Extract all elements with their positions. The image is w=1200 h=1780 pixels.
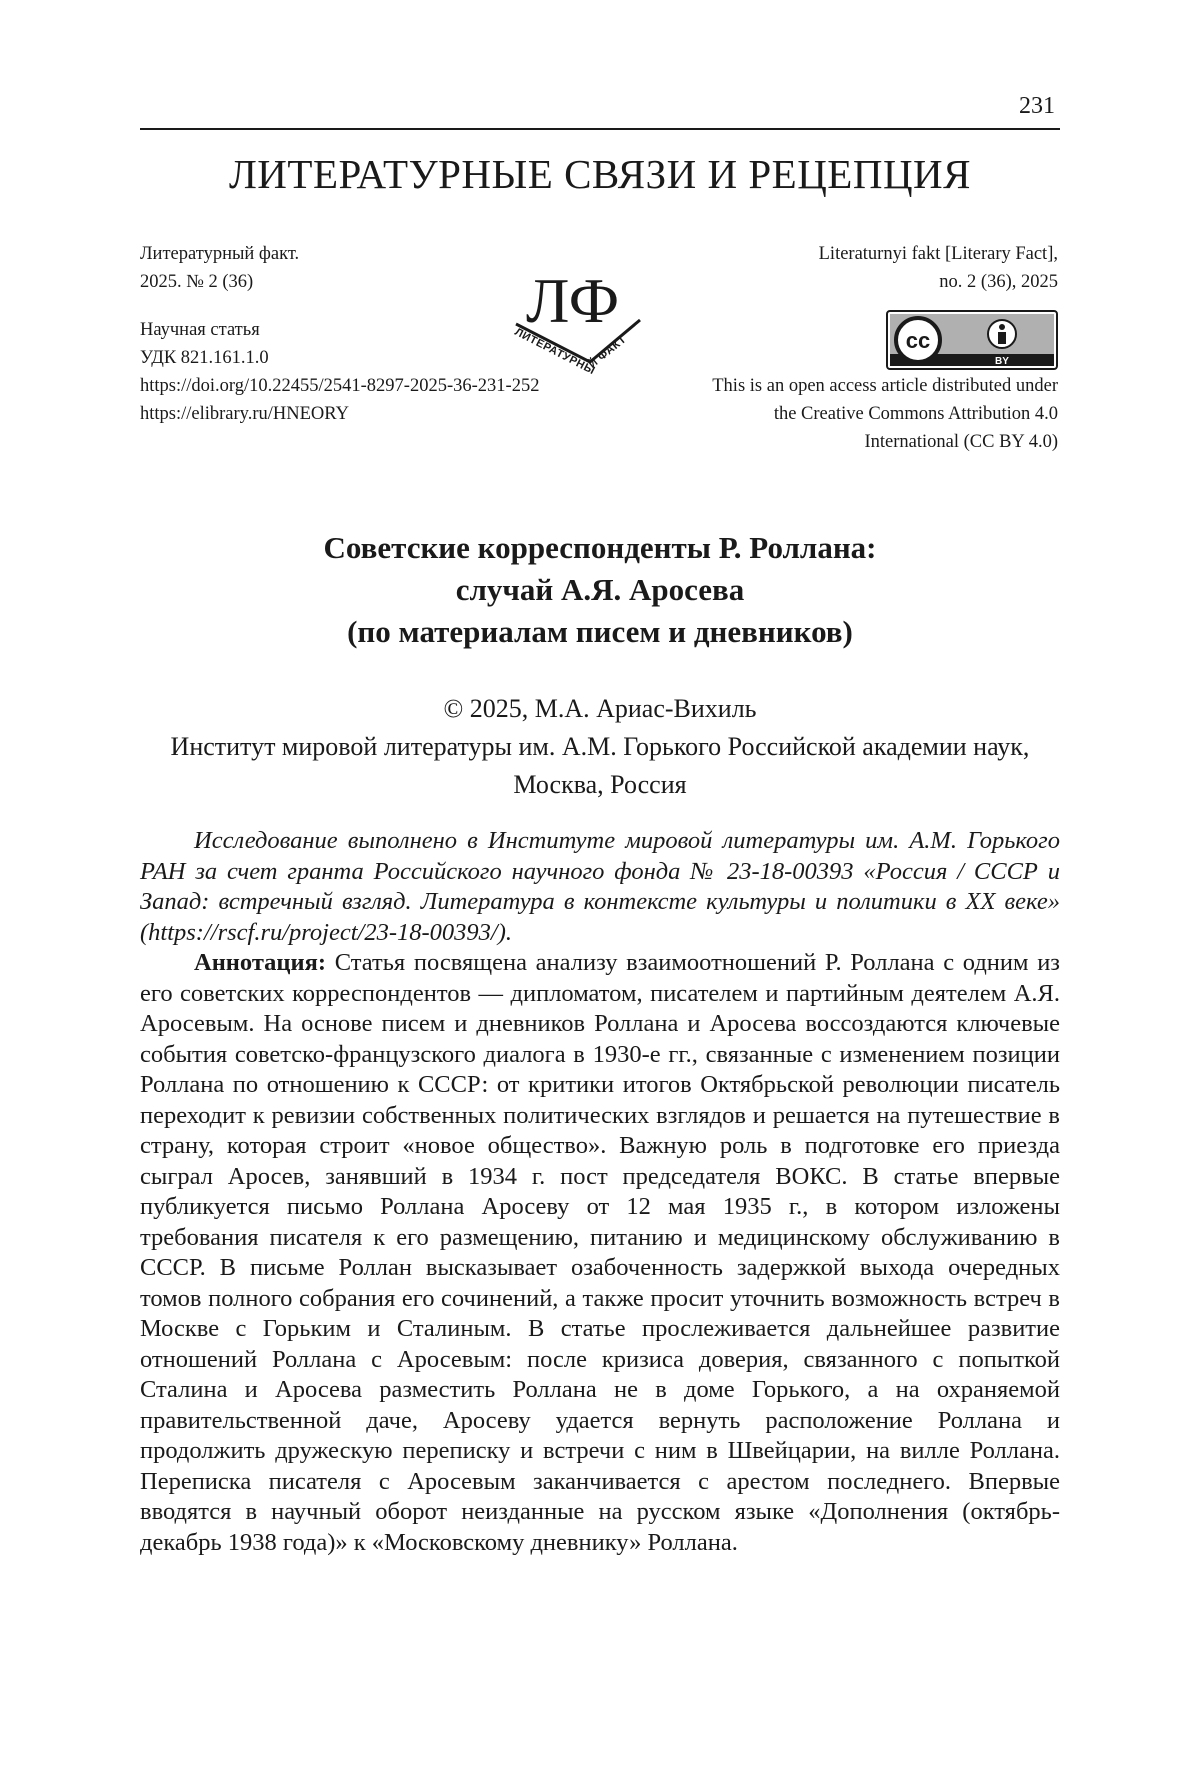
cc-label: cc: [905, 328, 931, 353]
author-block: [140, 690, 1060, 804]
affiliation-line-1: Институт мировой литературы им. А.М. Горького Российской академии наук,: [170, 732, 1030, 761]
article-title: [140, 527, 1060, 653]
abstract-text: Статья посвящена анализу взаимоотношений Р. Роллана с одним из его советских корреспондентов — дипломатом, писателем и партийным деятелем А.Я. Аросевым. На основе писем и дневников Роллана и Аросева воссоздаются ключевые события советско-французского диалога в 1930-е гг., связанные с изменением позиции Роллана по отношению к СССР: от критики итогов Октябрьской революции писатель переходит к ревизии собственных политических взглядов и решается на путешествие в страну, которая строит «новое общество». Важную роль в подготовке его приезда сыграл Аросев, занявший в 1934 г. пост председателя ВОКС. В статье впервые публикуется письмо Роллана Аросеву от 12 мая 1935 г., в котором изложены требования писателя к его размещению, питанию и медицинскому обслуживанию в СССР. В письме Роллан высказывает озабоченность задержкой выхода очередных томов полного собрания его сочинений, а также просит уточнить возможность встреч в Москве с Горьким и Сталиным. В статье прослеживается дальнейшее развитие отношений Роллана с Аросевым: после кризиса доверия, связанного с попыткой Сталина и Аросева разместить Роллана не в доме Горького, а на охраняемой правительственной даче, Аросеву удается вернуть расположение Роллана и продолжить дружескую переписку и встречи с ним в Швейцарии, на вилле Роллана. Переписка писателя с Аросевым заканчивается с арестом последнего. Впервые вводятся в научный оборот неизданные на русском языке «Дополнения (октябрь-декабрь 1938 года)» к «Московскому дневнику» Роллана.: [140, 949, 1060, 1556]
article-body: [140, 826, 1060, 1558]
article-type: Научная статья: [140, 320, 260, 340]
meta-right: [618, 240, 1058, 296]
by-label: BY: [995, 356, 1009, 367]
title-line-2: случай А.Я. Аросева: [455, 572, 745, 607]
title-line-3: (по материалам писем и дневников): [347, 614, 853, 649]
journal-name-ru: Литературный факт.: [140, 244, 300, 264]
funding-note: Исследование выполнено в Институте мировой литературы им. А.М. Горького РАН за счет гранта Российского научного фонда № 23-18-00393 «Россия / СССР и Запад: встречный взгляд. Литература в контексте культуры и политики в XX веке» (https://rscf.ru/project/23-18-00393/).: [140, 827, 1060, 946]
elibrary-link[interactable]: https://elibrary.ru/HNEORY: [140, 404, 349, 424]
copyright-author: © 2025, М.А. Ариас-Вихиль: [443, 694, 757, 723]
title-line-1: Советские корреспонденты Р. Роллана:: [323, 530, 877, 565]
cc-by-license-icon[interactable]: [886, 310, 1058, 370]
logo-caption: ЛИТЕРАТУРНЫЙ ФАКТ: [512, 325, 629, 378]
logo-letters: ЛФ: [526, 265, 620, 336]
license-line-1: This is an open access article distributed under: [712, 376, 1058, 396]
license-text: [638, 372, 1058, 456]
abstract-label: Аннотация:: [194, 949, 327, 976]
doi-link[interactable]: https://doi.org/10.22455/2541-8297-2025-36-231-252: [140, 376, 540, 396]
affiliation-line-2: Москва, Россия: [513, 770, 687, 799]
abstract-paragraph: [140, 948, 1060, 1558]
issue-ru: 2025. № 2 (36): [140, 272, 254, 292]
issue-en: no. 2 (36), 2025: [939, 272, 1058, 292]
page-number: 231: [1019, 93, 1055, 119]
journal-name-en: Literaturnyi fakt [Literary Fact],: [818, 244, 1058, 264]
license-line-3: International (CC BY 4.0): [864, 432, 1058, 452]
section-title: ЛИТЕРАТУРНЫЕ СВЯЗИ И РЕЦЕПЦИЯ: [228, 151, 972, 197]
header-rule: [140, 128, 1060, 130]
udc-code: УДК 821.161.1.0: [140, 348, 269, 368]
license-line-2: the Creative Commons Attribution 4.0: [773, 404, 1058, 424]
